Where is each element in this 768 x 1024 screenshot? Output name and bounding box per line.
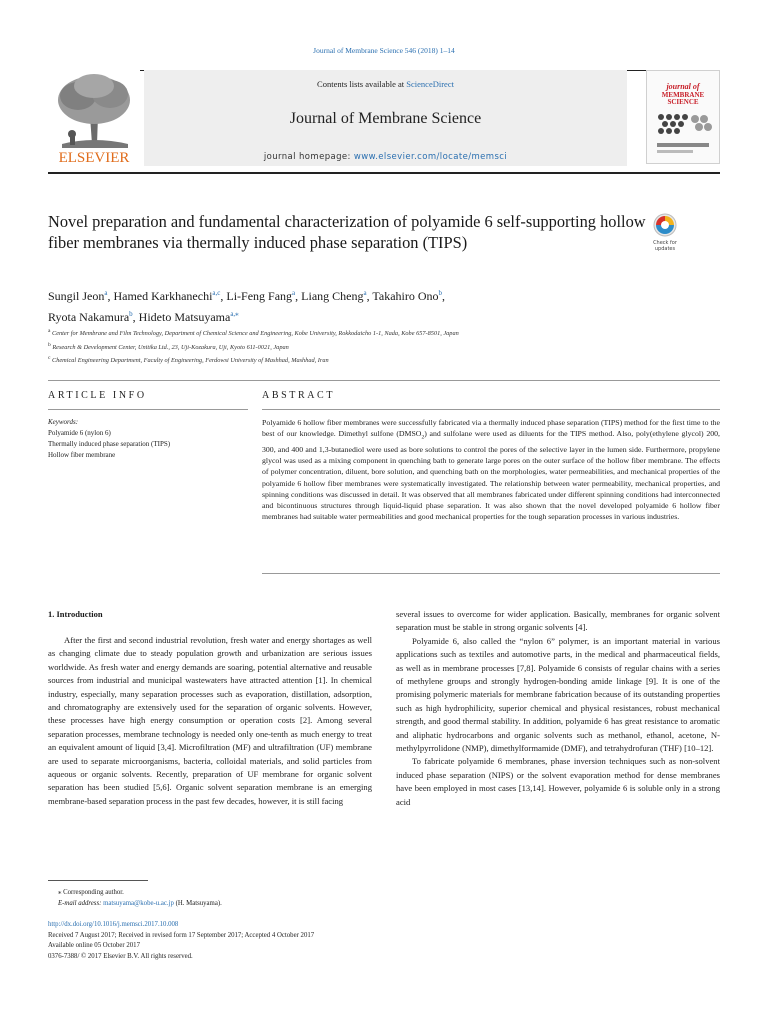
elsevier-logo[interactable] <box>48 70 140 166</box>
copyright-line: 0376-7388/ © 2017 Elsevier B.V. All rights reserved. <box>48 952 193 960</box>
received-dates: Received 7 August 2017; Received in revised form 17 September 2017; Accepted 4 October 2017 <box>48 931 315 939</box>
author-name[interactable]: Sungil Jeon <box>48 289 105 303</box>
abstract-bottom-rule <box>262 573 720 574</box>
keywords-block <box>48 417 248 461</box>
svg-text:ELSEVIER: ELSEVIER <box>58 150 130 166</box>
author-affil-sup[interactable]: b <box>129 310 133 318</box>
available-online: Available online 05 October 2017 <box>48 942 140 950</box>
affiliation-item: $^a$ Center for Membrane and Film Technology, Department of Chemical Science and Engineering, Kobe University, Rokkodaicho 1-1, Nada, Kobe 657-8501, Japan <box>48 328 459 338</box>
author-name[interactable]: Takahiro Ono <box>372 289 439 303</box>
author-affil-sup[interactable]: a,c <box>212 289 221 297</box>
journal-cover-thumbnail[interactable] <box>646 70 720 164</box>
body-paragraph: To fabricate polyamide 6 membranes, phase inversion techniques such as non-solvent induced phase separation (NIPS) or the solvent evaporation method for dense membranes have been employed in most cases [13,14]. However, polyamide 6 is soluble only in a strong acid <box>396 756 720 807</box>
publication-info <box>48 920 448 962</box>
keywords-label: Keywords: <box>48 418 79 426</box>
author-name[interactable]: Liang Cheng <box>301 289 364 303</box>
affiliation-item: $^b$ Research & Development Center, Unitika Ltd., 23, Uji-Kozakura, Uji, Kyoto 611-0021, Japan <box>48 341 289 351</box>
doi-link[interactable]: http://dx.doi.org/10.1016/j.memsci.2017.10.008 <box>48 921 179 928</box>
affiliation-item: $^c$ Chemical Engineering Department, Faculty of Engineering, Ferdowsi University of Mashhad, Mashhad, Iran <box>48 355 329 365</box>
masthead-bottom-rule <box>48 172 720 174</box>
abstract-heading: ABSTRACT <box>262 390 336 401</box>
body-paragraph: several issues to overcome for wider application. Basically, membranes for organic solvent separation must be stable in strong organic solvents [4]. <box>396 609 720 633</box>
email-link[interactable]: matsuyama@kobe-u.ac.jp <box>103 900 174 907</box>
crossmark-badge[interactable] <box>643 210 687 256</box>
svg-text:Check for: Check for <box>653 240 677 246</box>
cover-image-icon <box>647 71 719 163</box>
footnote-rule <box>48 880 148 881</box>
svg-text:MEMBRANE: MEMBRANE <box>661 91 705 99</box>
abstract-rule <box>262 409 720 410</box>
journal-masthead <box>48 70 720 170</box>
elsevier-tree-icon <box>48 70 140 166</box>
author-name[interactable]: Ryota Nakamura <box>48 310 130 324</box>
keyword-item: Polyamide 6 (nylon 6) <box>48 429 111 437</box>
keyword-item: Thermally induced phase separation (TIPS) <box>48 440 171 448</box>
body-paragraph: After the first and second industrial revolution, fresh water and energy shortages as well as changing climate due to steady population growth and urbanization are serious issues worldwide. As fresh water and energy demands are soaring, potential alternative and reusable sources from industrial and municipal wastewaters have attracted attention [1]. In chemical industry, especially, many separation processes such as evaporation, distillation, adsorption, and chromatography are extensively used for the separation of organic solvents. However, these processes have high energy consumption or operation costs [2]. Among several separation processes, membrane technology is needed only one-tenth as much energy to treat an equivalent amount of liquid [3,4]. Microfiltration (MF) and ultrafiltration (UF) membrane are used to separate microorganisms, bacteria, colloidal materials, and solid particles from aqueous or organic solvents. Recently, preparation of UF membrane for organic solvent separation has been studied [5,6]. Organic solvent separation membrane is an emerging membrane-based separation process in the past few decades, however, it is still facing <box>48 635 372 806</box>
affiliation-list <box>48 326 688 367</box>
svg-text:SCIENCE: SCIENCE <box>667 98 699 106</box>
author-list: Sungil Jeon$^a$, Hamed Karkhanechi$^{a,c}$, Li-Feng Fang$^a$, Liang Cheng$^a$, Takahiro Ono$^b$, Ryota Nakamura$^b$, Hideto Matsuyama$^{a,⁎}$ <box>48 289 446 324</box>
author-affil-sup[interactable]: a <box>292 289 296 297</box>
journal-citation[interactable]: Journal of Membrane Science 546 (2018) 1–14 <box>313 46 455 55</box>
journal-banner <box>144 70 627 166</box>
corresponding-author-footnote: ⁎ Corresponding author. E-mail address: matsuyama@kobe-u.ac.jp (H. Matsuyama). <box>58 889 222 907</box>
author-affil-sup[interactable]: a <box>363 289 367 297</box>
abstract-text: Polyamide 6 hollow fiber membranes were successfully fabricated via a thermally induced phase separation (TIPS) method for the first time to the best of our knowledge. Dimethyl sulfone $(DMSO_2)$ and sulfolane were used as diluents for the TIPS method. Also, poly(ethylene glycol) 200, 300, and 400 and 1,3-butanediol were used as bore solutions to control the pores of the selective layer in the lumen side. Furthermore, propylene glycol was used as a mixing component in quenching bath to generate large pores on the outer surface of the hollow fiber membrane. The effects of polymer concentration, diluent, bore solution, and quenching bath on the morphologies, water permeabilities, and mechanical properties of the polyamide 6 hollow fiber membranes were systematically investigated. The relationship between water permeability, mechanical properties, and spinning conditions was discussed in detail. It was observed that all membranes fabricated under different spinning conditions had interconnected and bicontinuous structures through liquid-liquid phase separation. It was also shown that the novel developed polyamide 6 hollow fiber membranes had suitable water permeabilities and good mechanical properties for the tough separation processes in various industries. <box>262 418 720 522</box>
author-name[interactable]: Li-Feng Fang <box>226 289 293 303</box>
contents-line: Contents lists available at ScienceDirect <box>317 79 454 89</box>
body-paragraph: Polyamide 6, also called the “nylon 6” polymer, is an important material in various applications such as textiles and automotive parts, in the medical and pharmaceutical fields, as well as in membrane processes [7,8]. Polyamide 6 consists of regular chains with a series of methylene groups and strongly hydrogen-bonding amide linkage [9]. It is one of the promising polymeric materials for membrane fabrication because of its outstanding properties such as high hydrophilicity, superior chemical and physical resistances, robust mechanical strength, and good thermal stability. In addition, polyamide 6 has great resistance to aromatic and aliphatic hydrocarbons and organic solvents such as methanol, ethanol, acetone, N-methylpyrrolidone (NMP), dimethylformamide (DMF), and tetrahydrofuran (THF) [10–12]. <box>396 635 720 754</box>
homepage-link[interactable]: www.elsevier.com/locate/memsci <box>353 152 508 162</box>
section-divider <box>48 380 720 381</box>
body-column-left <box>48 634 372 808</box>
author-affil-sup[interactable]: a,⁎ <box>230 310 239 318</box>
author-affil-sup[interactable]: a <box>104 289 108 297</box>
svg-text:updates: updates <box>654 246 676 252</box>
journal-title[interactable]: Journal of Membrane Science <box>289 110 482 127</box>
introduction-heading: 1. Introduction <box>48 609 103 619</box>
author-affil-sup[interactable]: b <box>438 289 443 297</box>
body-column-right <box>396 608 720 809</box>
article-title: Novel preparation and fundamental characterization of polyamide 6 self-supporting hollow fiber membranes via thermally induced phase separation (TIPS) <box>48 212 646 252</box>
check-for-updates-icon <box>643 210 687 256</box>
sciencedirect-link[interactable]: ScienceDirect <box>406 79 454 89</box>
journal-homepage: journal homepage: www.elsevier.com/locate/memsci <box>263 152 508 162</box>
keyword-item: Hollow fiber membrane <box>48 451 116 459</box>
author-name[interactable]: Hamed Karkhanechi <box>113 289 213 303</box>
article-info-rule <box>48 409 248 410</box>
svg-text:journal of: journal of <box>666 82 700 91</box>
author-name[interactable]: Hideto Matsuyama <box>138 310 231 324</box>
article-info-heading: ARTICLE INFO <box>48 390 147 401</box>
